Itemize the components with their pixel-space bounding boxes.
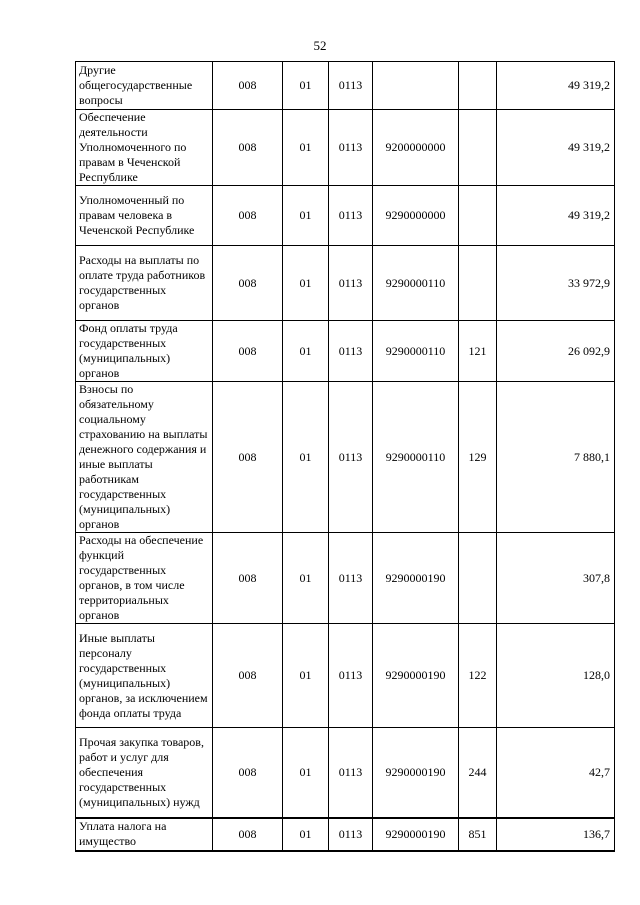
budget-table xyxy=(75,61,615,852)
target-code: 9290000110 xyxy=(373,382,459,533)
expense-type-code xyxy=(459,62,497,110)
amount: 33 972,9 xyxy=(497,246,615,321)
table-row xyxy=(76,62,615,110)
row-name: Фонд оплаты труда государственных (муниципальных) органов xyxy=(76,321,213,382)
amount: 49 319,2 xyxy=(497,62,615,110)
row-name: Обеспечение деятельности Уполномоченного по правам в Чеченской Республике xyxy=(76,110,213,186)
subsection-code: 0113 xyxy=(329,321,373,382)
expense-type-code xyxy=(459,110,497,186)
section-code: 01 xyxy=(283,246,329,321)
expense-type-code: 851 xyxy=(459,818,497,851)
target-code: 9200000000 xyxy=(373,110,459,186)
ministry-code: 008 xyxy=(213,624,283,728)
section-code: 01 xyxy=(283,62,329,110)
amount: 307,8 xyxy=(497,533,615,624)
target-code: 9290000110 xyxy=(373,246,459,321)
ministry-code: 008 xyxy=(213,382,283,533)
expense-type-code xyxy=(459,533,497,624)
section-code: 01 xyxy=(283,624,329,728)
section-code: 01 xyxy=(283,186,329,246)
section-code: 01 xyxy=(283,382,329,533)
expense-type-code xyxy=(459,186,497,246)
table-row xyxy=(76,728,615,818)
row-name: Расходы на обеспечение функций государственных органов, в том числе территориальных органов xyxy=(76,533,213,624)
target-code: 9290000190 xyxy=(373,728,459,818)
subsection-code: 0113 xyxy=(329,728,373,818)
ministry-code: 008 xyxy=(213,62,283,110)
amount: 42,7 xyxy=(497,728,615,818)
amount: 49 319,2 xyxy=(497,110,615,186)
table-row xyxy=(76,186,615,246)
subsection-code: 0113 xyxy=(329,246,373,321)
section-code: 01 xyxy=(283,321,329,382)
expense-type-code: 122 xyxy=(459,624,497,728)
table-row xyxy=(76,321,615,382)
table-row xyxy=(76,246,615,321)
target-code: 9290000190 xyxy=(373,533,459,624)
subsection-code: 0113 xyxy=(329,186,373,246)
subsection-code: 0113 xyxy=(329,110,373,186)
ministry-code: 008 xyxy=(213,321,283,382)
section-code: 01 xyxy=(283,818,329,851)
target-code: 9290000000 xyxy=(373,186,459,246)
row-name: Расходы на выплаты по оплате труда работников государственных органов xyxy=(76,246,213,321)
amount: 128,0 xyxy=(497,624,615,728)
amount: 49 319,2 xyxy=(497,186,615,246)
row-name: Иные выплаты персоналу государственных (муниципальных) органов, за исключением фонда оплаты труда xyxy=(76,624,213,728)
row-name: Уполномоченный по правам человека в Чеченской Республике xyxy=(76,186,213,246)
subsection-code: 0113 xyxy=(329,818,373,851)
target-code: 9290000190 xyxy=(373,624,459,728)
row-name: Взносы по обязательному социальному страхованию на выплаты денежного содержания и иные выплаты работникам государственных (муниципальных) органов xyxy=(76,382,213,533)
amount: 136,7 xyxy=(497,818,615,851)
expense-type-code xyxy=(459,246,497,321)
subsection-code: 0113 xyxy=(329,62,373,110)
ministry-code: 008 xyxy=(213,246,283,321)
row-name: Уплата налога на имущество xyxy=(76,818,213,851)
expense-type-code: 129 xyxy=(459,382,497,533)
amount: 7 880,1 xyxy=(497,382,615,533)
section-code: 01 xyxy=(283,533,329,624)
target-code: 9290000110 xyxy=(373,321,459,382)
ministry-code: 008 xyxy=(213,818,283,851)
subsection-code: 0113 xyxy=(329,382,373,533)
subsection-code: 0113 xyxy=(329,624,373,728)
section-code: 01 xyxy=(283,728,329,818)
row-name: Прочая закупка товаров, работ и услуг для обеспечения государственных (муниципальных) нужд xyxy=(76,728,213,818)
table-row xyxy=(76,624,615,728)
ministry-code: 008 xyxy=(213,728,283,818)
target-code: 9290000190 xyxy=(373,818,459,851)
ministry-code: 008 xyxy=(213,533,283,624)
expense-type-code: 121 xyxy=(459,321,497,382)
ministry-code: 008 xyxy=(213,110,283,186)
table-row xyxy=(76,533,615,624)
row-name: Другие общегосударственные вопросы xyxy=(76,62,213,110)
section-code: 01 xyxy=(283,110,329,186)
expense-type-code: 244 xyxy=(459,728,497,818)
page-number: 52 xyxy=(313,38,327,53)
target-code xyxy=(373,62,459,110)
table-row xyxy=(76,110,615,186)
table-row xyxy=(76,818,615,851)
table-row xyxy=(76,382,615,533)
amount: 26 092,9 xyxy=(497,321,615,382)
subsection-code: 0113 xyxy=(329,533,373,624)
ministry-code: 008 xyxy=(213,186,283,246)
